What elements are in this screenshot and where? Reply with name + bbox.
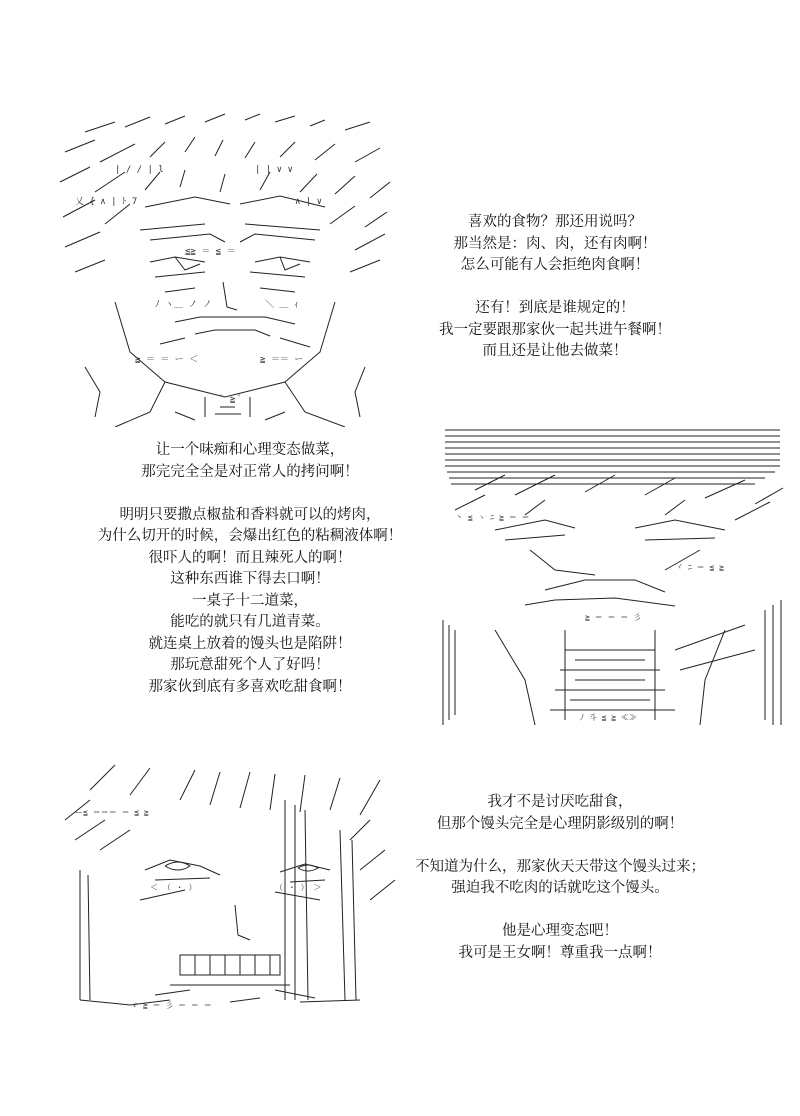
- dialogue-line: 那家伙到底有多喜欢吃甜食啊！: [148, 678, 352, 695]
- svg-text:≧ ＝ ＝ ー ＜: ≧ ＝ ＝ ー ＜: [135, 355, 199, 365]
- dialogue-line: 我才不是讨厌吃甜食，: [487, 794, 633, 810]
- ascii-art-face-closeup: [60, 760, 405, 1010]
- dialogue-line: 能吃的就只有几道青菜。: [170, 614, 330, 630]
- dialogue-gap: [90, 483, 410, 505]
- dialogue-line: 那完完全全是对正常人的拷问啊！: [141, 463, 359, 480]
- dialogue-line: 明明只要撒点椒盐和香料就可以的烤肉，: [119, 506, 381, 523]
- svg-text:≧ ＝ ＝ ＝ 彡: ≧ ＝ ＝ ＝ 彡: [585, 613, 642, 622]
- dialogue-line: 强迫我不吃肉的话就吃这个馒头。: [451, 880, 669, 896]
- dialogue-line: 一桌子十二道菜，: [192, 592, 308, 609]
- svg-text:＼ ＿ ｨ: ＼ ＿ ｨ: [265, 300, 299, 310]
- svg-text:ー≦ ＝＝＝ ＝ ≦ ≧: ー≦ ＝＝＝ ＝ ≦ ≧: [75, 808, 149, 817]
- ascii-art-face-shadowed: [435, 420, 790, 730]
- dialogue-line: 那玩意甜死个人了好吗！: [170, 657, 330, 673]
- panel-3: [0, 750, 800, 1116]
- svg-text:∧ | ∨: ∧ | ∨: [295, 197, 323, 207]
- svg-text:＜ （ ・ ）: ＜ （ ・ ）: [150, 883, 197, 892]
- svg-text:ﾉ ヽ＿ ノ ノ: ﾉ ヽ＿ ノ ノ: [155, 300, 212, 310]
- dialogue-line: 他是心理变态吧！: [502, 923, 618, 939]
- dialogue-gap: [410, 900, 710, 922]
- dialogue-line: 而且还是让他去做菜！: [482, 343, 628, 359]
- panel-2: [0, 420, 800, 750]
- svg-text:乂 { ∧ | ﾄ 7: 乂 { ∧ | ﾄ 7: [75, 197, 138, 207]
- svg-text:ゞ ≧ ＝ 彡 ＝ ＝ ＝: ゞ ≧ ＝ 彡 ＝ ＝ ＝: [130, 1001, 212, 1010]
- dialogue-gap: [430, 277, 680, 299]
- panel-1-dialogue: [430, 212, 680, 363]
- dialogue-gap: [410, 835, 710, 857]
- svg-text:（ ・ ） ＞: （ ・ ） ＞: [275, 883, 322, 892]
- svg-text:| | ∨ ∨: | | ∨ ∨: [255, 165, 293, 175]
- svg-text:ﾟ ≧ ﾟ: ﾟ ≧ ﾟ: [220, 395, 243, 405]
- dialogue-line: 就连桌上放着的馒头也是陷阱！: [148, 635, 352, 652]
- ascii-art-face-frown: [55, 112, 395, 427]
- dialogue-line: 喜欢的食物？那还用说吗？: [468, 214, 642, 230]
- dialogue-line: 那当然是：肉、肉，还有肉啊！: [453, 235, 657, 252]
- svg-text:丶 ≦ ヽ ﾆ ≧ ＝ ＝: 丶 ≦ ヽ ﾆ ≧ ＝ ＝: [455, 513, 530, 522]
- svg-text:ヾ ﾆ ＝ ≦ ≧: ヾ ﾆ ＝ ≦ ≧: [675, 563, 724, 572]
- dialogue-line: 我一定要跟那家伙一起共进午餐啊！: [439, 321, 671, 338]
- dialogue-line: 我可是王女啊！尊重我一点啊！: [458, 944, 662, 961]
- svg-text:≦≧ ＝ ≦ ＝: ≦≧ ＝ ≦ ＝: [185, 247, 236, 257]
- dialogue-line: 让一个味痴和心理变态做菜，: [155, 442, 345, 458]
- svg-text:ﾉ 斗 ≦ ≧ ≪≫: ﾉ 斗 ≦ ≧ ≪≫: [580, 713, 637, 722]
- dialogue-line: 不知道为什么，那家伙天天带这个馒头过来；: [415, 858, 705, 875]
- dialogue-line: 但那个馒头完全是心理阴影级别的啊！: [436, 815, 684, 832]
- dialogue-line: 为什么切开的时候，会爆出红色的粘稠液体啊！: [97, 528, 403, 544]
- dialogue-line: 怎么可能有人会拒绝肉食啊！: [460, 257, 650, 273]
- dialogue-line: 还有！到底是谁规定的！: [475, 300, 635, 316]
- svg-text:≧ ＝＝ ー: ≧ ＝＝ ー: [260, 355, 304, 365]
- panel-3-dialogue: [410, 792, 710, 964]
- dialogue-line: 很吓人的啊！而且辣死人的啊！: [148, 549, 352, 566]
- panel-1: [0, 0, 800, 430]
- panel-2-dialogue: [90, 440, 410, 698]
- dialogue-line: 这种东西谁下得去口啊！: [170, 571, 330, 587]
- svg-text:| / / | l: | / / | l: [115, 165, 164, 175]
